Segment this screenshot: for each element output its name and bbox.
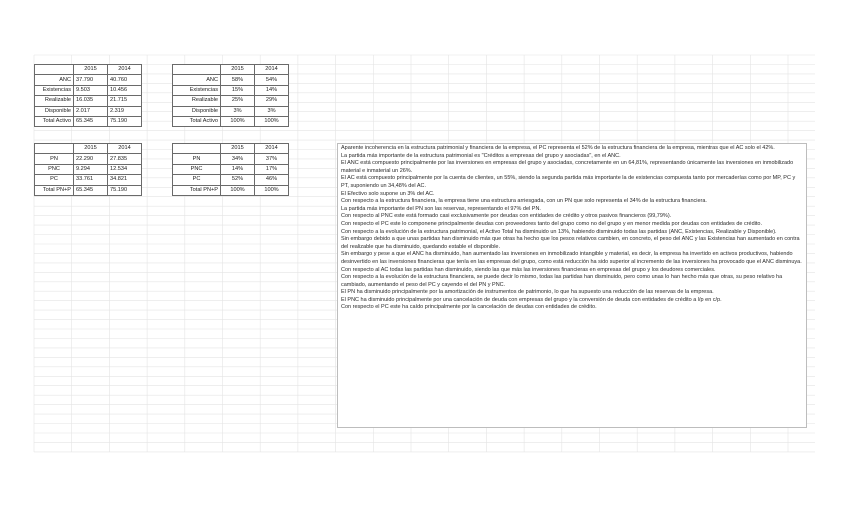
value-cell[interactable]: 58% — [221, 75, 255, 85]
row-label-cell[interactable]: PN — [173, 154, 221, 164]
value-cell[interactable]: 100% — [255, 116, 289, 126]
row-label-cell[interactable]: Total Activo — [173, 116, 221, 126]
value-cell[interactable]: 34.821 — [108, 175, 142, 185]
value-cell[interactable]: 37.790 — [74, 75, 108, 85]
header-cell[interactable]: 2015 — [74, 65, 108, 75]
header-cell[interactable]: 2015 — [221, 144, 255, 154]
header-cell[interactable]: 2015 — [74, 144, 108, 154]
value-cell[interactable]: 3% — [255, 106, 289, 116]
commentary-text-box[interactable] — [337, 143, 807, 428]
assets-values-table — [34, 64, 142, 127]
value-cell[interactable]: 2.017 — [74, 106, 108, 116]
value-cell[interactable]: 37% — [255, 154, 289, 164]
value-cell[interactable]: 25% — [221, 96, 255, 106]
table-row — [35, 85, 142, 95]
table-row — [173, 85, 289, 95]
commentary-paragraph: La partida más importante del PN son las reservas, representando el 97% del PN. — [341, 205, 541, 212]
commentary-paragraph: Sin embargo debido a que unas partidas han disminuido más que otras ha hecho que los pesos relativos cambien, en concreto, el peso del ANC y las Existencias han aumentado en contra del realizable que ha disminuido, quedando estable el disponible. — [341, 236, 800, 250]
value-cell[interactable]: 34% — [221, 154, 255, 164]
value-cell[interactable]: 17% — [255, 164, 289, 174]
value-cell[interactable]: 100% — [255, 185, 289, 195]
value-cell[interactable]: 33.761 — [74, 175, 108, 185]
row-label-cell[interactable]: PNC — [173, 164, 221, 174]
commentary-paragraph: Con respecto al AC todas las partidas han disminuido, siendo las que más las inversiones financieras en empresas del grupo y los deudores comerciales. — [341, 266, 716, 273]
header-cell[interactable]: 2015 — [221, 65, 255, 75]
row-label-cell[interactable]: Realizable — [173, 96, 221, 106]
table-row — [35, 164, 142, 174]
row-label-cell[interactable]: PC — [173, 175, 221, 185]
value-cell[interactable]: 9.503 — [74, 85, 108, 95]
value-cell[interactable]: 75.190 — [108, 185, 142, 195]
value-cell[interactable]: 14% — [221, 164, 255, 174]
value-cell[interactable]: 21.715 — [108, 96, 142, 106]
table-row — [173, 96, 289, 106]
commentary-paragraph: Con respecto al PNC este está formado casi exclusivamente por deudas con entidades de crédito y otros pasivos financieros (99,79%). — [341, 213, 672, 220]
commentary-paragraph: Con respecto a la evolución de la estructura financiera, se puede decir lo mismo, todas las partidas han disminuido, pero como unas lo han hecho más que otras, su peso relativo ha cambiado, aumentando el peso del PC y cayendo el del PN y PNC. — [341, 274, 783, 288]
value-cell[interactable]: 14% — [255, 85, 289, 95]
value-cell[interactable]: 27.835 — [108, 154, 142, 164]
header-cell[interactable] — [35, 144, 74, 154]
liabilities-values-table — [34, 143, 142, 196]
table-row — [35, 65, 142, 75]
assets-percent-table — [172, 64, 289, 127]
commentary-paragraph: Con respecto el PC este ha caído principalmente por la cancelación de deudas con entidades de crédito. — [341, 304, 597, 311]
value-cell[interactable]: 16.035 — [74, 96, 108, 106]
value-cell[interactable]: 10.456 — [108, 85, 142, 95]
row-label-cell[interactable]: ANC — [35, 75, 74, 85]
table-row — [173, 75, 289, 85]
table-row — [35, 185, 142, 195]
row-label-cell[interactable]: Total PN+P — [35, 185, 74, 195]
row-label-cell[interactable]: PN — [35, 154, 74, 164]
table-row — [35, 154, 142, 164]
header-cell[interactable]: 2014 — [255, 144, 289, 154]
table-row — [173, 106, 289, 116]
row-label-cell[interactable]: Existencias — [35, 85, 74, 95]
liabilities-percent-table — [172, 143, 289, 196]
value-cell[interactable]: 40.760 — [108, 75, 142, 85]
commentary-paragraph: Con respecto a la evolución de la estructura patrimonial, el Activo Total ha disminuido un 13%, habiendo disminuido todas las partidas (ANC, Existencias, Realizable y Disponible). — [341, 228, 777, 235]
table-row — [35, 106, 142, 116]
table-row — [173, 116, 289, 126]
value-cell[interactable]: 52% — [221, 175, 255, 185]
commentary-paragraph: La partida más importante de la estructura patrimonial es "Créditos a empresas del grupo y asociadas", en el ANC. — [341, 152, 621, 159]
value-cell[interactable]: 46% — [255, 175, 289, 185]
table-row — [173, 175, 289, 185]
table-row — [35, 96, 142, 106]
commentary-paragraph: El AC está compuesto principalmente por la cuenta de clientes, un 55%, siendo la segunda partida más importante la de existencias compuesta tanto por mercaderías como por MP, PC y PT, suponiendo un 34,48% del AC. — [341, 175, 796, 189]
value-cell[interactable]: 75.190 — [108, 116, 142, 126]
header-cell[interactable] — [173, 65, 221, 75]
value-cell[interactable]: 12.534 — [108, 164, 142, 174]
row-label-cell[interactable]: PNC — [35, 164, 74, 174]
commentary-paragraph: Con respecto a la estructura financiera, la empresa tiene una estructura arriesgada, con un PN que solo representa el 34% de la estructura financiera. — [341, 198, 707, 205]
row-label-cell[interactable]: Disponible — [173, 106, 221, 116]
value-cell[interactable]: 9.294 — [74, 164, 108, 174]
header-cell[interactable] — [35, 65, 74, 75]
value-cell[interactable]: 65.345 — [74, 116, 108, 126]
commentary-paragraph: Con respecto el PC este lo componene principalmente deudas con proveedores tanto del grupo como no del grupo y en menor medida por deudas con entidades de crédito. — [341, 220, 763, 227]
table-row — [35, 75, 142, 85]
commentary-paragraph: Sin embargo y pese a que el ANC ha disminuido, han aumentado las inversiones en inmobilizado intangible y material, es decir, la empresa ha invertido en activos productivos, habiendo desinvertido en las inversiones financieras que tenía en las empresas del grupo, como está reducción ha sido superior al incremento de las inversiones ha provocado que el ANC disminuya. — [341, 251, 802, 265]
value-cell[interactable]: 65.345 — [74, 185, 108, 195]
row-label-cell[interactable]: Total Activo — [35, 116, 74, 126]
table-row — [173, 144, 289, 154]
value-cell[interactable]: 2.319 — [108, 106, 142, 116]
table-row — [173, 154, 289, 164]
value-cell[interactable]: 22.290 — [74, 154, 108, 164]
table-row — [173, 164, 289, 174]
value-cell[interactable]: 100% — [221, 185, 255, 195]
value-cell[interactable]: 29% — [255, 96, 289, 106]
table-row — [35, 144, 142, 154]
table-row — [35, 116, 142, 126]
header-cell[interactable]: 2014 — [255, 65, 289, 75]
row-label-cell[interactable]: ANC — [173, 75, 221, 85]
table-row — [173, 65, 289, 75]
commentary-paragraph: El ANC está compuesto principalmente por las inversiones en empresas del grupo y asociadas, concretamente en un 64,81%, representando únicamente las inversiones en inmobilizado material e inmaterial un 26%. — [341, 160, 794, 174]
header-cell[interactable]: 2014 — [108, 65, 142, 75]
header-cell[interactable] — [173, 144, 221, 154]
row-label-cell[interactable]: PC — [35, 175, 74, 185]
value-cell[interactable]: 15% — [221, 85, 255, 95]
row-label-cell[interactable]: Realizable — [35, 96, 74, 106]
row-label-cell[interactable]: Disponible — [35, 106, 74, 116]
value-cell[interactable]: 54% — [255, 75, 289, 85]
commentary-paragraph: El Efectivo solo supone un 3% del AC. — [341, 190, 435, 197]
value-cell[interactable]: 3% — [221, 106, 255, 116]
row-label-cell[interactable]: Total PN+P — [173, 185, 221, 195]
header-cell[interactable]: 2014 — [108, 144, 142, 154]
table-row — [35, 175, 142, 185]
table-row — [173, 185, 289, 195]
commentary-paragraph: El PN ha disminuido principalmente por la amortización de instrumentos de patrimonio, lo que ha supuesto una reducción de las reservas de la empresa. — [341, 289, 714, 296]
row-label-cell[interactable]: Existencias — [173, 85, 221, 95]
commentary-paragraph: El PNC ha disminuido principalmente por una cancelación de deuda con empresas del grupo y la conversión de deuda con entidades de crédito a l/p en c/p. — [341, 296, 722, 303]
commentary-paragraph: Aparente incoherencia en la estructura patrimonial y financiera de la empresa, el PC representa el 52% de la estructura financiera de la empresa, mientras que el AC solo el 42%. — [341, 145, 775, 151]
value-cell[interactable]: 100% — [221, 116, 255, 126]
